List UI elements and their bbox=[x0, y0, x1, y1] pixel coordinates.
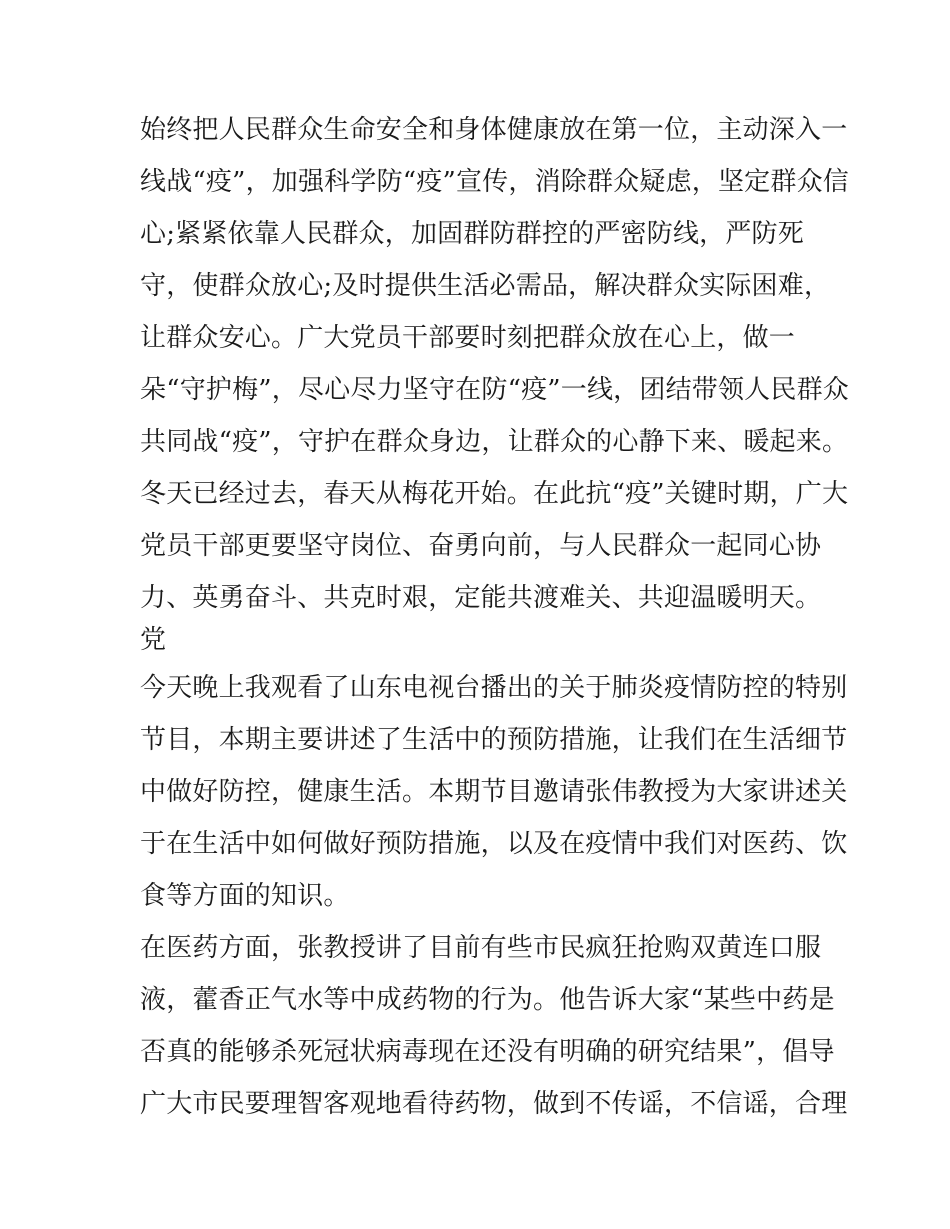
text-line: 共同战“疫”，守护在群众身边，让群众的心静下来、暖起来。 bbox=[140, 427, 849, 457]
text-line: 心;紧紧依靠人民群众，加固群防群控的严密防线，严防死 bbox=[140, 219, 804, 249]
text-line: 食等方面的知识。 bbox=[140, 881, 350, 911]
text-line: 液，藿香正气水等中成药物的行为。他告诉大家“某些中药是 bbox=[140, 985, 835, 1015]
text-line: 广大市民要理智客观地看待药物，做到不传谣，不信谣，合理 bbox=[140, 1089, 848, 1119]
text-line: 线战“疫”，加强科学防“疫”宣传，消除群众疑虑，坚定群众信 bbox=[140, 167, 849, 197]
text-line: 力、英勇奋斗、共克时艰，定能共渡难关、共迎温暖明天。 bbox=[140, 583, 822, 613]
text-line: 中做好防控，健康生活。本期节目邀请张伟教授为大家讲述关 bbox=[140, 777, 848, 807]
text-line: 让群众安心。广大党员干部要时刻把群众放在心上，做一 bbox=[140, 323, 796, 353]
text-line: 朵“守护梅”，尽心尽力坚守在防“疫”一线，团结带领人民群众 bbox=[140, 375, 849, 405]
text-line: 否真的能够杀死冠状病毒现在还没有明确的研究结果”，倡导 bbox=[140, 1037, 835, 1067]
text-line: 冬天已经过去，春天从梅花开始。在此抗“疫”关键时期，广大 bbox=[140, 479, 849, 509]
text-line: 在医药方面，张教授讲了目前有些市民疯狂抢购双黄连口服 bbox=[140, 933, 822, 963]
text-line: 党员干部更要坚守岗位、奋勇向前，与人民群众一起同心协 bbox=[140, 531, 822, 561]
text-line: 党 bbox=[140, 625, 167, 655]
text-line: 守，使群众放心;及时提供生活必需品，解决群众实际困难， bbox=[140, 271, 831, 301]
text-line: 今天晚上我观看了山东电视台播出的关于肺炎疫情防控的特别 bbox=[140, 673, 848, 703]
text-line: 于在生活中如何做好预防措施，以及在疫情中我们对医药、饮 bbox=[140, 829, 848, 859]
text-line: 始终把人民群众生命安全和身体健康放在第一位，主动深入一 bbox=[140, 115, 848, 145]
text-line: 节目，本期主要讲述了生活中的预防措施，让我们在生活细节 bbox=[140, 725, 848, 755]
